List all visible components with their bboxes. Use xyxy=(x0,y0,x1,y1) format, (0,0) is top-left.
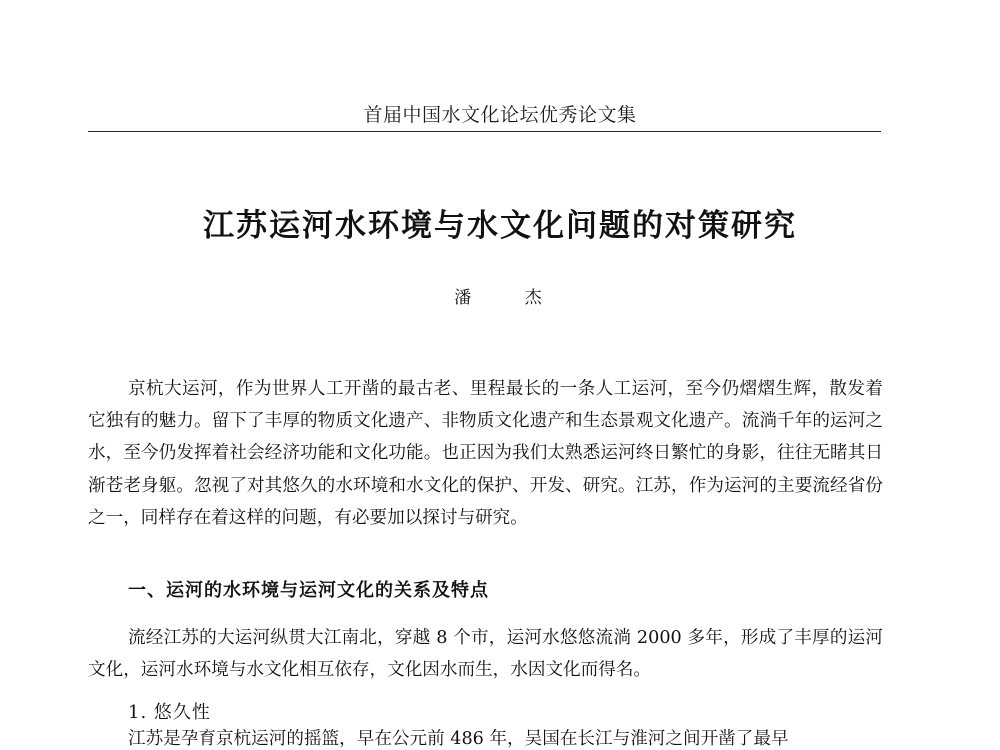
article-title: 江苏运河水环境与水文化问题的对策研究 xyxy=(203,208,797,244)
paragraph-section-1: 流经江苏的大运河纵贯大江南北，穿越 8 个市，运河水悠悠流淌 2000 多年，形成了丰厚的运河文化，运河水环境与水文化相互依存，文化因水而生，水因文化而得名。 xyxy=(88,628,883,681)
header-rule xyxy=(88,131,881,132)
running-header: 首届中国水文化论坛优秀论文集 xyxy=(363,104,637,126)
paragraph-intro: 京杭大运河，作为世界人工开凿的最古老、里程最长的一条人工运河，至今仍熠熠生辉，散发着它独有的魅力。留下了丰厚的物质文化遗产、非物质文化遗产和生态景观文化遗产。流淌千年的运河之水，至今仍发挥着社会经济功能和文化功能。也正因为我们太熟悉运河终日繁忙的身影，往往无睹其日渐苍老身躯。忽视了对其悠久的水环境和水文化的保护、开发、研究。江苏，作为运河的主要流经省份之一，同样存在着这样的问题，有必要加以探讨与研究。 xyxy=(88,379,883,528)
subsection-heading: 1. 悠久性 xyxy=(128,702,211,723)
section-heading: 一、运河的水环境与运河文化的关系及特点 xyxy=(128,580,489,601)
cut-off-text-line: 江苏是孕育京杭运河的摇篮，早在公元前 486 年，吴国在长江与淮河之间开凿了最早 xyxy=(128,729,789,749)
author-name: 潘 杰 xyxy=(454,288,566,308)
